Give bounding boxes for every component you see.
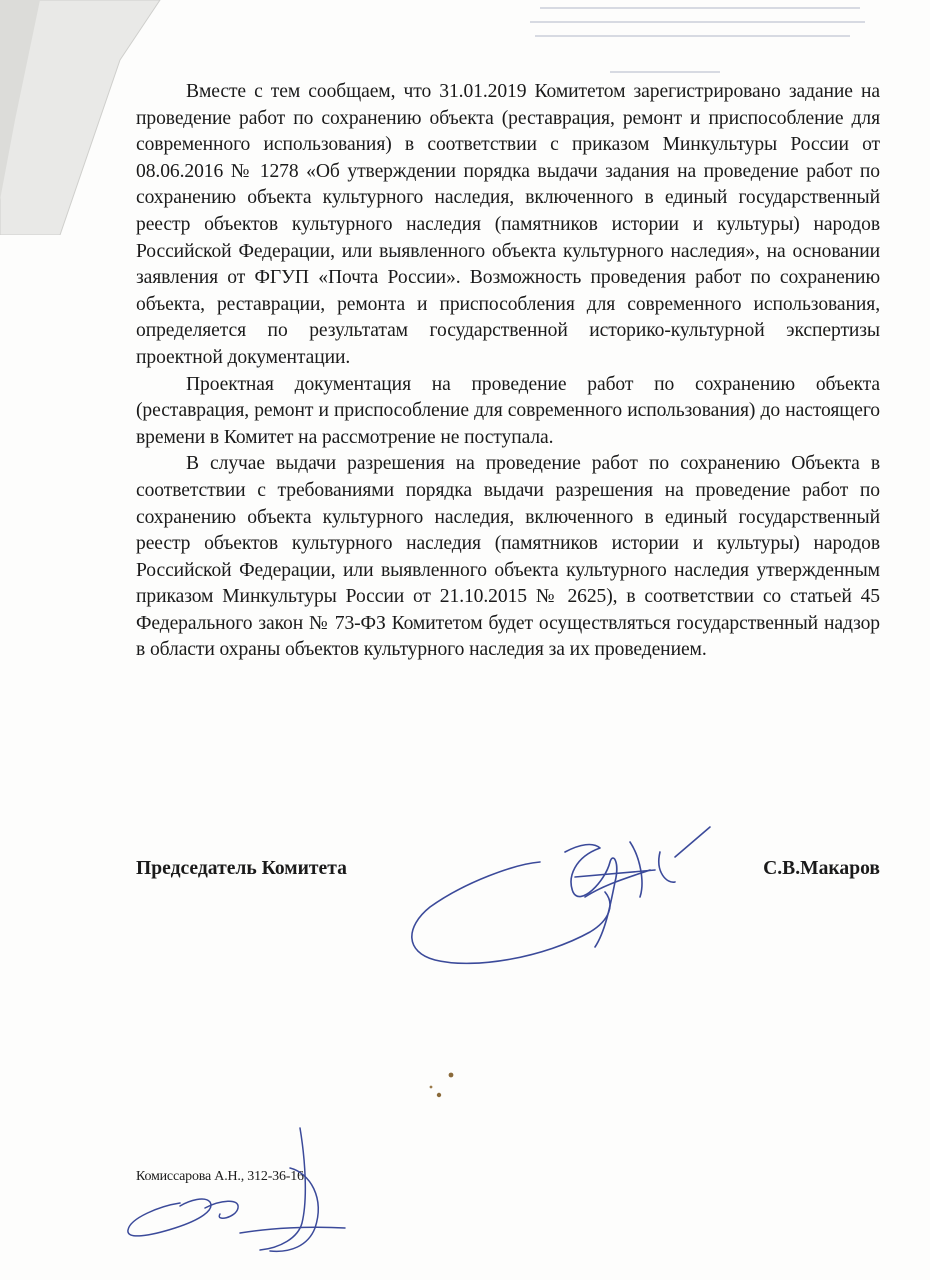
- paragraph-project-documentation: Проектная документация на проведение работ по сохранению объекта (реставрация, ремонт и приспособление для современного использования) до настоящего времени в Комитет на рассмотрение не поступала.: [136, 373, 880, 448]
- bleed-through-text: [520, 0, 900, 90]
- signatory-name: С.В.Макаров: [763, 858, 880, 879]
- executor-contact: Комиссарова А.Н., 312-36-16: [136, 1169, 304, 1184]
- handwritten-initials: [120, 1118, 350, 1268]
- paragraph-state-supervision: В случае выдачи разрешения на проведение работ по сохранению Объекта в соответствии с требованиями порядка выдачи разрешения на проведение работ по сохранению объекта культурного наследия, включенного в единый государственный реестр объектов культурного наследия (памятников истории и культуры) народов Российской Федерации, или выявленного объекта культурного наследия утвержденным приказом Минкультуры России от 21.10.2015 № 2625), в соответствии со статьей 45 Федерального закон № 73-ФЗ Комитетом будет осуществляться государственный надзор в области охраны объектов культурного наследия за их проведением.: [136, 453, 880, 661]
- paragraph-task-registration: Вместе с тем сообщаем, что 31.01.2019 Комитетом зарегистрировано задание на проведение работ по сохранению объекта (реставрация, ремонт и приспособление для современного использования) в соответствии с приказом Минкультуры России от 08.06.2016 № 1278 «Об утверждении порядка выдачи задания на проведение работ по сохранению объекта культурного наследия, включенного в единый государственный реестр объектов культурного наследия (памятников истории и культуры) народов Российской Федерации, или выявленного объекта культурного наследия», на основании заявления от ФГУП «Почта России». Возможность проведения работ по сохранению объекта, реставрации, ремонта и приспособления для современного использования, определяется по результатам государственной историко-культурной экспертизы проектной документации.: [136, 81, 880, 368]
- handwritten-signature: [405, 822, 725, 972]
- paper-stains: [425, 1065, 485, 1105]
- letter-body: [136, 79, 880, 664]
- signatory-title: Председатель Комитета: [136, 858, 347, 879]
